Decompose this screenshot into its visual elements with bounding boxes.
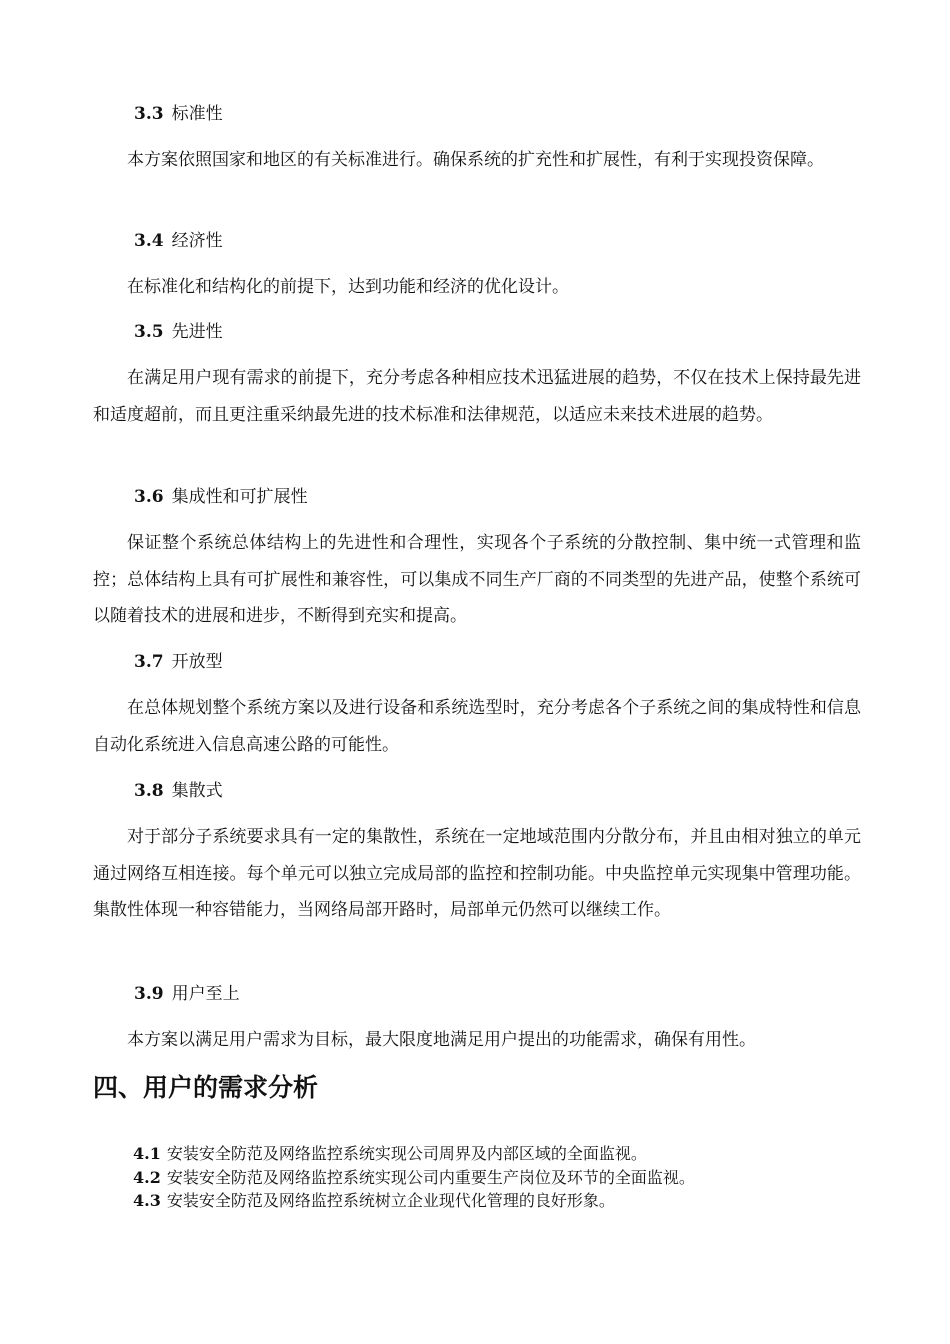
section-heading xyxy=(134,102,223,126)
requirements-list xyxy=(133,1142,695,1213)
section-number: 3.5 xyxy=(134,322,164,342)
list-item xyxy=(133,1166,695,1190)
requirement-text: 安装安全防范及网络监控系统实现公司内重要生产岗位及环节的全面监视。 xyxy=(166,1167,695,1187)
chapter-heading: 四、用户的需求分析 xyxy=(93,1073,319,1102)
section-paragraph: 本方案依照国家和地区的有关标准进行。确保系统的扩充性和扩展性，有利于实现投资保障。 xyxy=(127,150,824,170)
section-number: 3.7 xyxy=(134,652,164,672)
section-heading xyxy=(134,485,308,509)
section-paragraph: 保证整个系统总体结构上的先进性和合理性，实现各个子系统的分散控制、集中统一式管理和监控；总体结构上具有可扩展性和兼容性，可以集成不同生产厂商的不同类型的先进产品，使整个系统可以随着技术的进展和进步，不断得到充实和提高。 xyxy=(93,533,861,626)
requirement-text: 安装安全防范及网络监控系统实现公司周界及内部区域的全面监视。 xyxy=(166,1144,647,1163)
requirement-text: 安装安全防范及网络监控系统树立企业现代化管理的良好形象。 xyxy=(166,1191,615,1210)
list-item xyxy=(133,1142,695,1166)
section-number: 3.3 xyxy=(134,104,164,124)
section-paragraph: 在满足用户现有需求的前提下，充分考虑各种相应技术迅猛进展的趋势，不仅在技术上保持最先进和适度超前，而且更注重采纳最先进的技术标准和法律规范，以适应未来技术进展的趋势。 xyxy=(93,368,861,425)
section-title: 标准性 xyxy=(171,104,223,124)
section-number: 3.8 xyxy=(134,781,164,801)
section-heading xyxy=(134,229,223,253)
section-title: 集成性和可扩展性 xyxy=(171,487,308,507)
section-number: 3.4 xyxy=(134,231,164,251)
section-paragraph: 在总体规划整个系统方案以及进行设备和系统选型时，充分考虑各个子系统之间的集成特性和信息自动化系统进入信息高速公路的可能性。 xyxy=(93,698,861,755)
requirement-number: 4.1 xyxy=(133,1144,161,1163)
section-title: 经济性 xyxy=(171,231,223,251)
section-heading xyxy=(134,650,223,674)
section-title: 用户至上 xyxy=(171,984,240,1004)
section-paragraph: 在标准化和结构化的前提下，达到功能和经济的优化设计。 xyxy=(127,277,569,297)
section-paragraph: 本方案以满足用户需求为目标，最大限度地满足用户提出的功能需求，确保有用性。 xyxy=(127,1030,756,1050)
section-title: 先进性 xyxy=(171,322,223,342)
section-title: 集散式 xyxy=(171,781,223,801)
section-heading xyxy=(134,320,223,344)
section-number: 3.9 xyxy=(134,984,164,1004)
section-heading xyxy=(134,982,240,1006)
section-paragraph: 对于部分子系统要求具有一定的集散性，系统在一定地域范围内分散分布，并且由相对独立的单元通过网络互相连接。每个单元可以独立完成局部的监控和控制功能。中央监控单元实现集中管理功能。集散性体现一种容错能力，当网络局部开路时，局部单元仍然可以继续工作。 xyxy=(93,827,861,920)
list-item xyxy=(133,1189,695,1213)
section-number: 3.6 xyxy=(134,487,164,507)
requirement-number: 4.3 xyxy=(133,1191,161,1210)
requirement-number: 4.2 xyxy=(133,1167,161,1187)
section-title: 开放型 xyxy=(171,652,223,672)
section-heading xyxy=(134,779,223,803)
